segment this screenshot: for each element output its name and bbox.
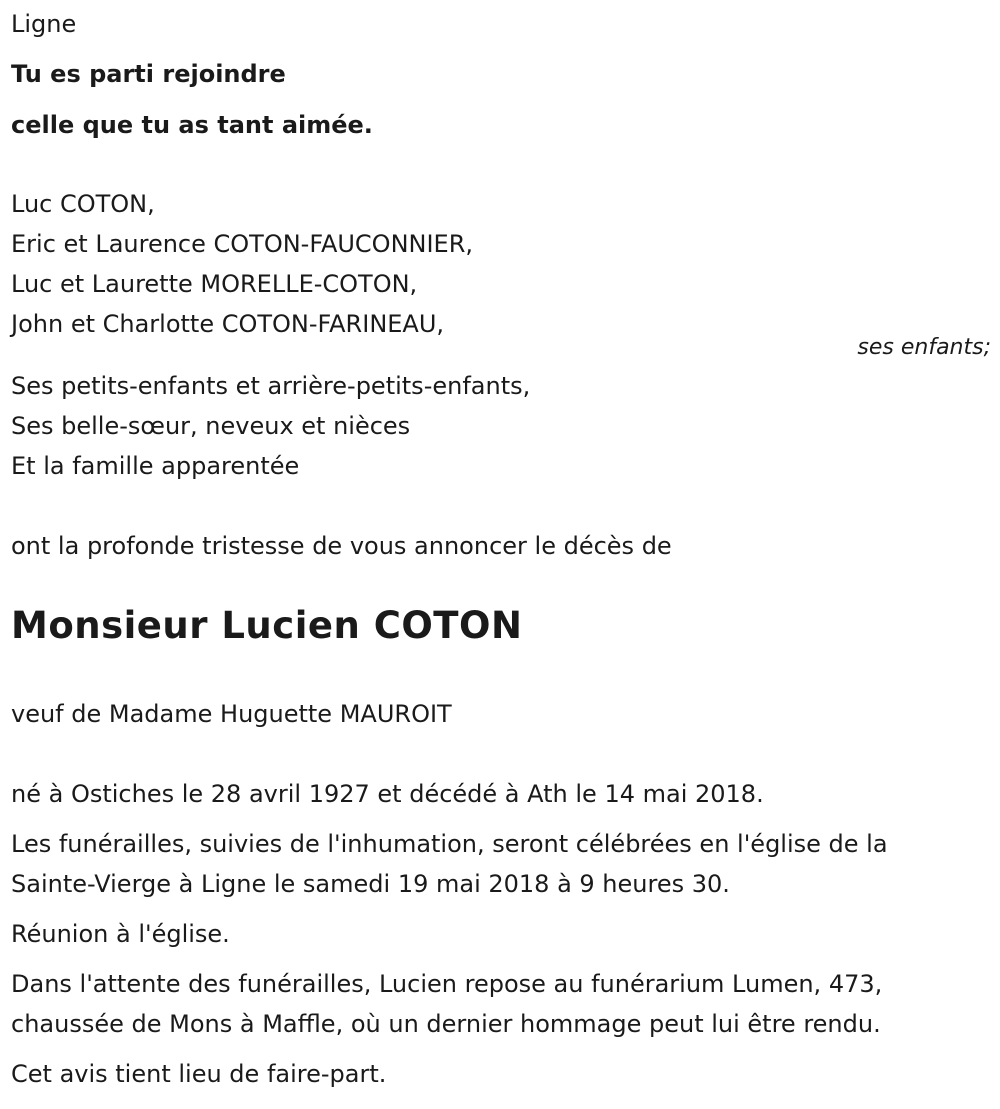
family-line-1: Ses petits-enfants et arrière-petits-enfants,: [11, 372, 531, 400]
child-line-3: Luc et Laurette MORELLE-COTON,: [11, 270, 418, 298]
child-line-1: Luc COTON,: [11, 190, 155, 218]
deceased-name: Monsieur Lucien COTON: [11, 604, 523, 647]
child-line-4: John et Charlotte COTON-FARINEAU,: [11, 310, 445, 338]
birth-death-line: né à Ostiches le 28 avril 1927 et décédé à Ath le 14 mai 2018.: [11, 780, 764, 808]
viewing-details: Dans l'attente des funérailles, Lucien repose au funérarium Lumen, 473, chaussée de Mons à Maffle, où un dernier hommage peut lui être rendu.: [11, 970, 883, 1038]
family-line-3: Et la famille apparentée: [11, 452, 300, 480]
closing-line: Cet avis tient lieu de faire-part.: [11, 1060, 387, 1088]
verse-line-1: Tu es parti rejoindre: [11, 60, 286, 88]
verse-line-2: celle que tu as tant aimée.: [11, 111, 373, 139]
place-name: Ligne: [11, 10, 77, 38]
announcement-text: ont la profonde tristesse de vous annoncer le décès de: [11, 532, 672, 560]
gathering-line: Réunion à l'église.: [11, 920, 230, 948]
children-label: ses enfants;: [857, 335, 991, 360]
child-line-2: Eric et Laurence COTON-FAUCONNIER,: [11, 230, 474, 258]
family-line-2: Ses belle-sœur, neveux et nièces: [11, 412, 411, 440]
spouse-line: veuf de Madame Huguette MAUROIT: [11, 700, 452, 728]
funeral-details: Les funérailles, suivies de l'inhumation, seront célébrées en l'église de la Sainte-Vierge à Ligne le samedi 19 mai 2018 à 9 heures 30.: [11, 830, 888, 898]
